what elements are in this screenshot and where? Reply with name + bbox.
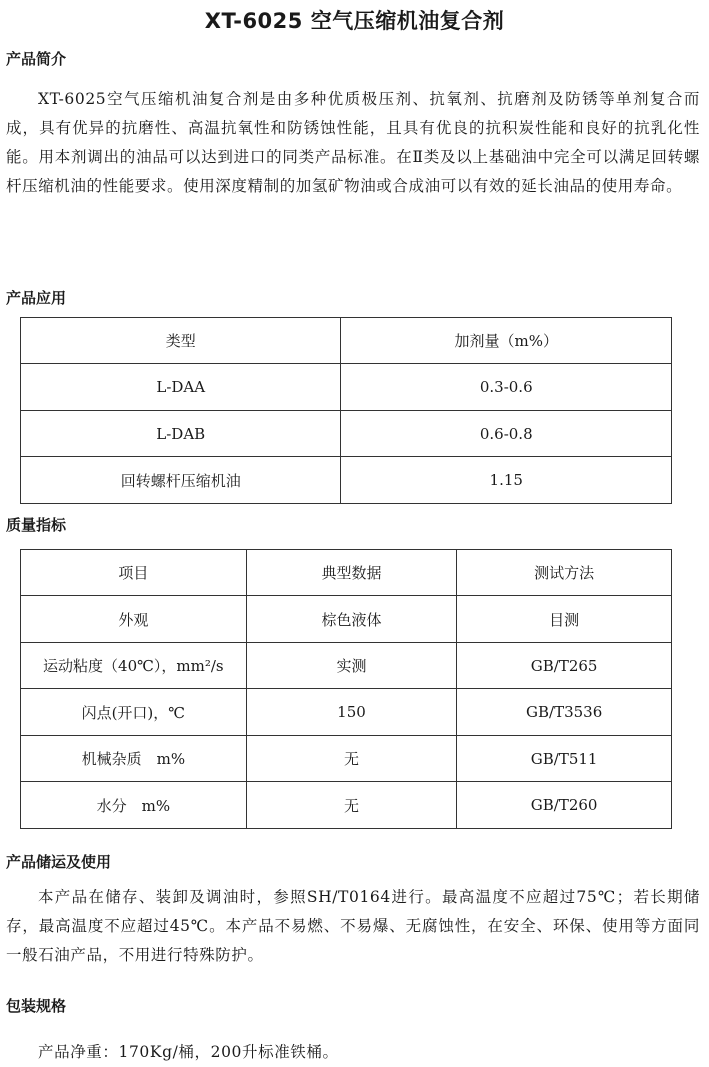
table-header-cell: 类型 bbox=[21, 318, 341, 364]
table-cell: 机械杂质 m% bbox=[21, 736, 247, 782]
table-cell: GB/T511 bbox=[457, 736, 672, 782]
table-header-cell: 项目 bbox=[21, 550, 247, 596]
document-title: XT-6025 空气压缩机油复合剂 bbox=[204, 9, 505, 33]
table-header-cell: 测试方法 bbox=[457, 550, 672, 596]
table-row bbox=[21, 596, 672, 643]
table-row bbox=[21, 411, 672, 457]
table-cell: 棕色液体 bbox=[246, 596, 457, 643]
table-row bbox=[21, 736, 672, 782]
table-row bbox=[21, 457, 672, 504]
table-cell: GB/T260 bbox=[457, 782, 672, 829]
table-cell: 1.15 bbox=[341, 457, 672, 504]
table-cell: 0.3-0.6 bbox=[341, 364, 672, 411]
table-row bbox=[21, 689, 672, 736]
table-cell: GB/T3536 bbox=[457, 689, 672, 736]
table-cell: 无 bbox=[246, 736, 457, 782]
table-row bbox=[21, 643, 672, 689]
table-cell: 实测 bbox=[246, 643, 457, 689]
table-cell: 外观 bbox=[21, 596, 247, 643]
table-row bbox=[21, 364, 672, 411]
table-cell: 水分 m% bbox=[21, 782, 247, 829]
table-cell: 目测 bbox=[457, 596, 672, 643]
table-header-row bbox=[21, 550, 672, 596]
table-header-cell: 典型数据 bbox=[246, 550, 457, 596]
packaging-heading: 包装规格 bbox=[6, 997, 67, 1015]
table-header-cell: 加剂量（m%） bbox=[341, 318, 672, 364]
storage-paragraph: 本产品在储存、装卸及调油时，参照SH/T0164进行。最高温度不应超过75℃；若长期储存，最高温度不应超过45℃。本产品不易燃、不易爆、无腐蚀性，在安全、环保、使用等方面同一般石油产品，不用进行特殊防护。 bbox=[6, 888, 700, 964]
table-cell: 150 bbox=[246, 689, 457, 736]
intro-heading: 产品简介 bbox=[6, 50, 67, 68]
table-header-row bbox=[21, 318, 672, 364]
application-heading: 产品应用 bbox=[6, 289, 67, 307]
table-cell: L-DAA bbox=[21, 364, 341, 411]
storage-heading: 产品储运及使用 bbox=[6, 853, 112, 871]
table-cell: 回转螺杆压缩机油 bbox=[21, 457, 341, 504]
table-cell: 运动粘度（40℃），mm²/s bbox=[21, 643, 247, 689]
table-cell: L-DAB bbox=[21, 411, 341, 457]
packaging-paragraph: 产品净重：170Kg/桶，200升标准铁桶。 bbox=[38, 1043, 339, 1061]
application-table bbox=[20, 317, 672, 504]
table-cell: GB/T265 bbox=[457, 643, 672, 689]
table-row bbox=[21, 782, 672, 829]
intro-paragraph: XT-6025空气压缩机油复合剂是由多种优质极压剂、抗氧剂、抗磨剂及防锈等单剂复合而成，具有优异的抗磨性、高温抗氧性和防锈蚀性能，且具有优良的抗积炭性能和良好的抗乳化性能。用本剂调出的油品可以达到进口的同类产品标准。在Ⅱ类及以上基础油中完全可以满足回转螺杆压缩机油的性能要求。使用深度精制的加氢矿物油或合成油可以有效的延长油品的使用寿命。 bbox=[6, 90, 700, 195]
table-cell: 闪点(开口)，℃ bbox=[21, 689, 247, 736]
quality-table bbox=[20, 549, 672, 829]
table-cell: 无 bbox=[246, 782, 457, 829]
quality-heading: 质量指标 bbox=[6, 516, 67, 534]
table-cell: 0.6-0.8 bbox=[341, 411, 672, 457]
